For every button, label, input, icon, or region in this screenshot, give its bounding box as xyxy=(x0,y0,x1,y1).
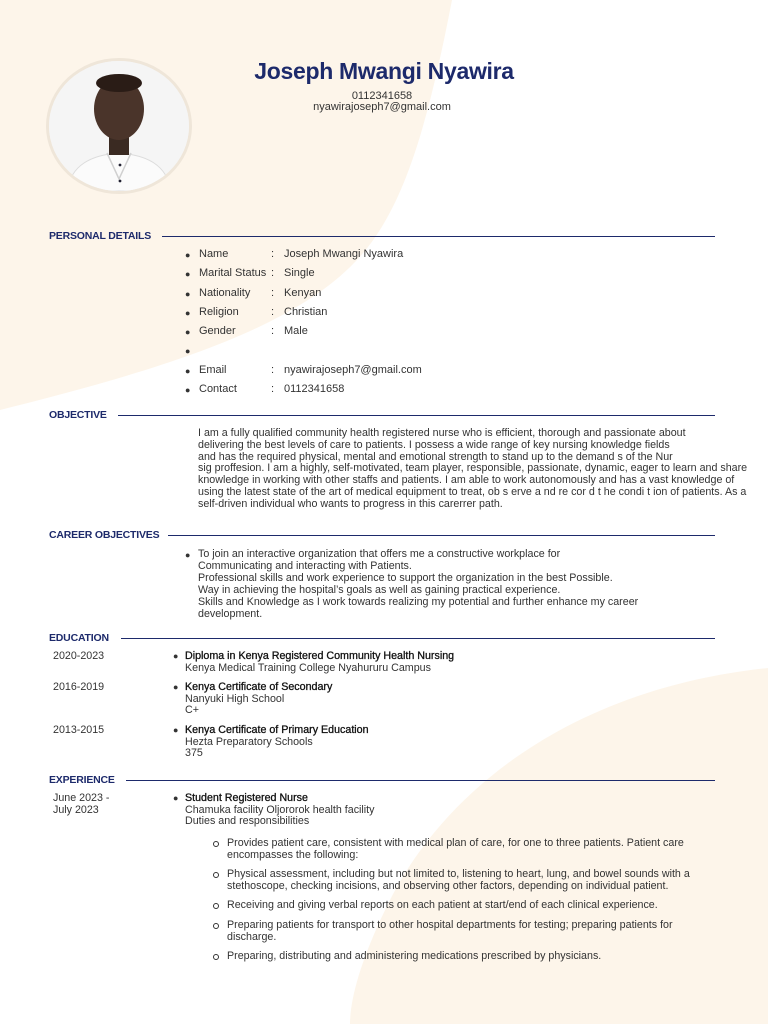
detail-label: Nationality xyxy=(199,286,251,299)
circle-bullet-icon xyxy=(213,923,219,929)
bullet-icon: ● xyxy=(185,550,191,560)
detail-row-name xyxy=(185,247,565,266)
detail-row-empty xyxy=(185,343,565,362)
detail-row-contact xyxy=(185,382,565,401)
detail-colon: : xyxy=(271,325,275,338)
duty-text: Provides patient care, consistent with medical plan of care, for one to three patients. Patient care encompasses the following: xyxy=(227,837,684,861)
entry-title: Kenya Certificate of Secondary xyxy=(185,681,333,693)
objective-text: I am a fully qualified community health registered nurse who is efficient, thorough and passionate about delivering the best levels of care to patients. I possess a wide range of key nursing knowledge fields and has the required physical, mental and emotional strength to stand up to the demand s of the Nur sig proffesion. I am a highly, self-motivated, team player, responsible, passionate, dynamic, eager to learn and share knowledge in working with other staffs and patients. I am able to work autonomously and has a vast knowledge of using the latest state of the art of medical equipment to treat, ob s erve a nd re cor d t he condi t ion of patients. As a self-driven individual who wants to progress in this carerrer path. xyxy=(198,427,748,510)
section-divider xyxy=(121,638,715,639)
header-email: nyawirajoseph7@gmail.com xyxy=(313,101,451,113)
bullet-icon: ● xyxy=(185,385,191,396)
duty-text: Receiving and giving verbal reports on each patient at start/end of each clinical experience. xyxy=(227,899,658,912)
detail-row-nationality xyxy=(185,286,565,305)
entry-years: 2013-2015 xyxy=(53,724,105,736)
entry-details: Chamuka facility Oljororok health facility Duties and responsibilities xyxy=(185,803,375,828)
detail-value: Joseph Mwangi Nyawira xyxy=(284,248,404,260)
section-title-personal-details: PERSONAL DETAILS xyxy=(49,230,152,242)
entry-years: June 2023 - July 2023 xyxy=(53,792,110,816)
bullet-icon: ● xyxy=(185,346,191,357)
detail-row-gender xyxy=(185,324,565,343)
detail-label: Marital Status xyxy=(199,267,267,280)
section-divider xyxy=(162,236,715,237)
bullet-icon: ● xyxy=(185,269,191,280)
bullet-icon: ● xyxy=(173,651,179,661)
detail-label: Gender xyxy=(199,325,236,338)
duty-item xyxy=(213,920,713,944)
detail-colon: : xyxy=(271,267,275,280)
circle-bullet-icon xyxy=(213,903,219,909)
section-title-objective: OBJECTIVE xyxy=(49,409,107,421)
detail-value: Christian xyxy=(284,305,328,318)
circle-bullet-icon xyxy=(213,954,219,960)
bullet-icon: ● xyxy=(185,327,191,338)
detail-value: Kenyan xyxy=(284,286,322,299)
bullet-icon: ● xyxy=(173,725,179,735)
section-title-experience: EXPERIENCE xyxy=(49,774,115,786)
bullet-icon: ● xyxy=(173,793,179,803)
section-title-career-objectives: CAREER OBJECTIVES xyxy=(49,529,160,541)
bullet-icon: ● xyxy=(185,365,191,376)
detail-row-email xyxy=(185,363,565,382)
personal-details-list xyxy=(185,247,565,401)
bullet-icon: ● xyxy=(185,250,191,260)
bullet-icon: ● xyxy=(185,307,191,318)
detail-colon: : xyxy=(271,363,275,376)
career-objectives-list xyxy=(185,548,655,620)
detail-value: nyawirajoseph7@gmail.com xyxy=(284,363,422,376)
entry-details: Kenya Medical Training College Nyahururu Campus xyxy=(185,661,431,674)
entry-years: 2016-2019 xyxy=(53,681,105,693)
entry-details: Nanyuki High School C+ xyxy=(185,692,285,717)
bullet-icon: ● xyxy=(173,682,179,692)
section-divider xyxy=(168,535,715,536)
entry-years: 2020-2023 xyxy=(53,650,105,662)
detail-label: Name xyxy=(199,248,229,260)
detail-value: Single xyxy=(284,267,315,280)
circle-bullet-icon xyxy=(213,872,219,878)
duty-text: Preparing patients for transport to other hospital departments for testing; preparing patients for discharge. xyxy=(227,918,673,943)
detail-label: Contact xyxy=(199,383,237,396)
circle-bullet-icon xyxy=(213,841,219,847)
detail-label: Religion xyxy=(199,305,239,318)
section-divider xyxy=(118,415,715,416)
duty-text: Preparing, distributing and administering medications prescribed by physicians. xyxy=(227,949,602,962)
section-title-education: EDUCATION xyxy=(49,632,109,644)
detail-value: Male xyxy=(284,325,308,338)
detail-colon: : xyxy=(271,286,275,299)
career-objectives-text: To join an interactive organization that offers me a constructive workplace for Communicating and interacting with Patients. Professional skills and work experience to support the organization in the best Possible. Way in achieving the hospital’s goals as well as gaining practical experience. Skills and Knowledge as I work towards realizing my potential and further enhance my career development. xyxy=(198,548,639,620)
duty-item xyxy=(213,951,713,963)
duty-item xyxy=(213,838,713,862)
detail-value: 0112341658 xyxy=(284,383,345,396)
entry-details: Hezta Preparatory Schools 375 xyxy=(185,735,313,760)
header-phone: 0112341658 xyxy=(351,90,413,102)
detail-row-religion xyxy=(185,305,565,324)
entry-title: Kenya Certificate of Primary Education xyxy=(185,724,369,736)
duty-text: Physical assessment, including but not limited to, listening to heart, lung, and bowel sounds with a stethoscope, checking incisions, and observing other factors, depending on individual patient. xyxy=(227,868,690,892)
detail-colon: : xyxy=(271,383,275,396)
duty-item xyxy=(213,900,713,912)
candidate-name: Joseph Mwangi Nyawira xyxy=(254,58,514,84)
detail-label: Email xyxy=(199,363,227,376)
entry-title: Diploma in Kenya Registered Community Health Nursing xyxy=(185,650,455,662)
section-divider xyxy=(126,780,715,781)
duty-item xyxy=(213,869,713,893)
duties-list xyxy=(213,838,713,970)
detail-row-marital-status xyxy=(185,266,565,285)
detail-colon: : xyxy=(271,248,275,260)
entry-title: Student Registered Nurse xyxy=(185,792,308,804)
bullet-icon: ● xyxy=(185,288,191,299)
detail-colon: : xyxy=(271,305,275,318)
